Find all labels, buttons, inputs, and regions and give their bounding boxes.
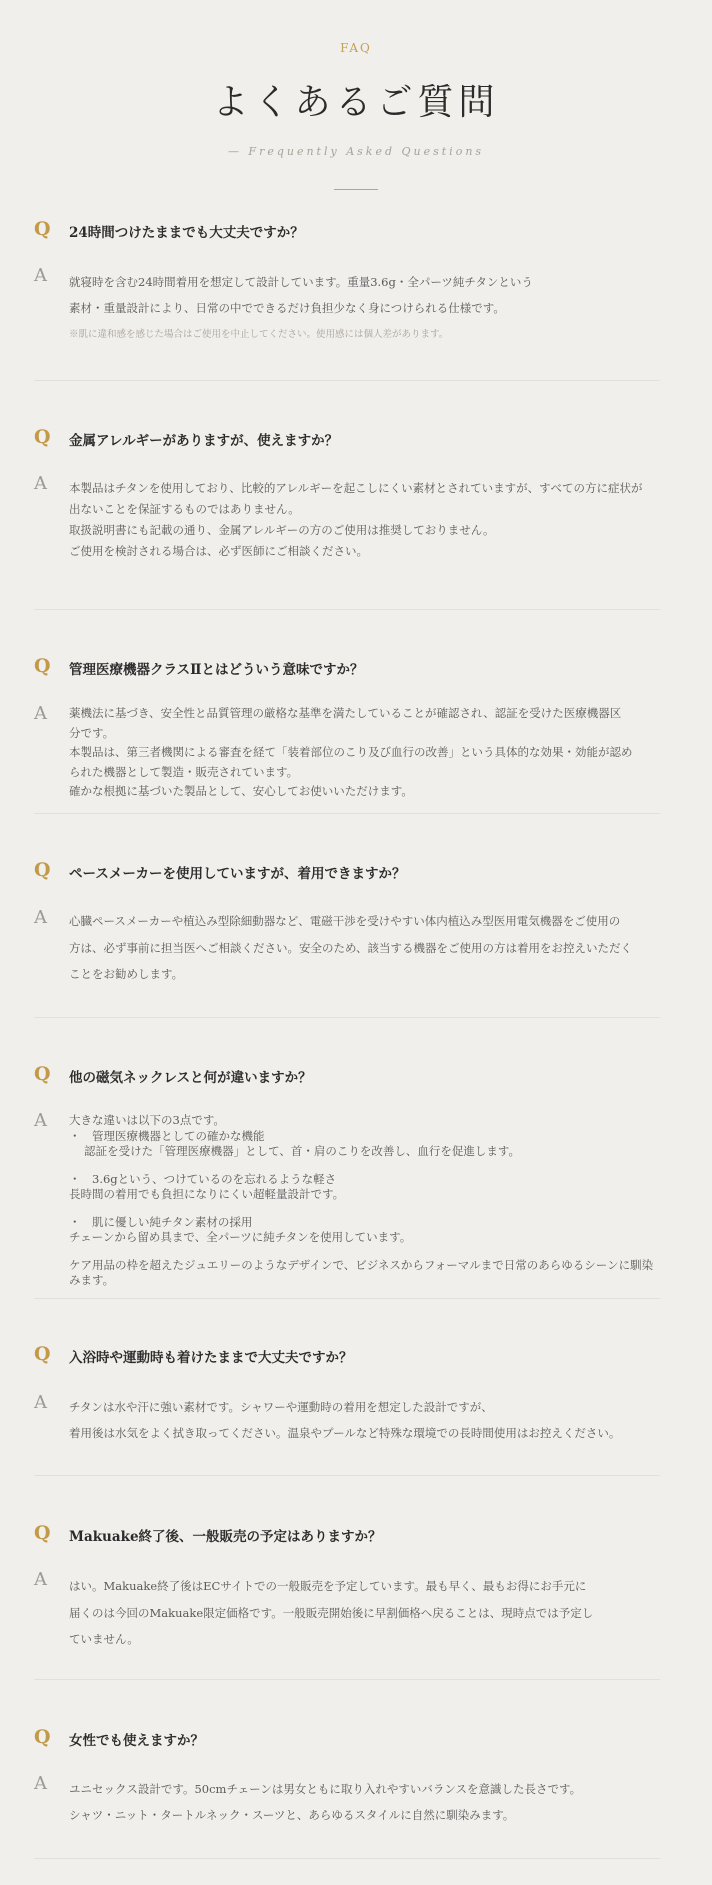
answer-line: ことをお勧めします。 bbox=[69, 967, 184, 981]
answer-point-body: 長時間の着用でも負担になりにくい超軽量設計です。 bbox=[69, 1187, 345, 1201]
faq-question: 管理医療機器クラスⅡとはどういう意味ですか？ bbox=[69, 662, 364, 678]
faq-answer bbox=[69, 1573, 659, 1653]
faq-question: Makuake終了後、一般販売の予定はありますか？ bbox=[69, 1529, 382, 1545]
faq-answer bbox=[69, 1113, 659, 1289]
faq-divider bbox=[34, 813, 660, 814]
answer-line: 届くのは今回のMakuake限定価格です。一般販売開始後に早割価格へ戻ることは、現時点では予定し bbox=[69, 1605, 594, 1620]
title-underline bbox=[334, 189, 378, 190]
answer-line: 方は、必ず事前に担当医へご相談ください。安全のため、該当する機器をご使用の方は着用をお控えいただく bbox=[69, 940, 633, 955]
page-title: よくあるご質問 bbox=[212, 82, 500, 123]
faq-answer bbox=[69, 478, 659, 562]
answer-line: 薬機法に基づき、安全性と品質管理の厳格な基準を満たしていることが確認され、認証を受けた医療機器区 bbox=[69, 706, 622, 720]
answer-line: 本製品は、第三者機関による審査を経て「装着部位のこり及び血行の改善」という具体的な効果・効能が認め bbox=[69, 745, 633, 759]
faq-answer bbox=[69, 1776, 659, 1828]
answer-line: チタンは水や汗に強い素材です。シャワーや運動時の着用を想定した設計ですが、 bbox=[69, 1400, 493, 1414]
answer-line: ユニセックス設計です。50cmチェーンは男女ともに取り入れやすいバランスを意識した長さです。 bbox=[69, 1782, 582, 1796]
answer-outro: みます。 bbox=[69, 1273, 115, 1287]
answer-line: 素材・重量設計により、日常の中でできるだけ負担少なく身につけられる仕様です。 bbox=[69, 301, 505, 315]
faq-question: 入浴時や運動時も着けたままで大丈夫ですか？ bbox=[69, 1350, 353, 1366]
answer-point-body: チェーンから留め具まで、全パーツに純チタンを使用しています。 bbox=[69, 1230, 412, 1244]
answer-line: 出ないことを保証するものではありません。 bbox=[69, 502, 300, 516]
answer-mark: A bbox=[34, 1392, 47, 1413]
answer-point-title: ・ 3.6gという、つけているのを忘れるような軽さ bbox=[69, 1171, 337, 1186]
faq-question: 金属アレルギーがありますが、使えますか？ bbox=[69, 433, 339, 449]
answer-mark: A bbox=[34, 703, 47, 724]
answer-intro: 大きな違いは以下の3点です。 bbox=[69, 1113, 225, 1127]
faq-divider bbox=[34, 1858, 660, 1859]
answer-line: はい。Makuake終了後はECサイトでの一般販売を予定しています。最も早く、最もお得にお手元に bbox=[69, 1579, 587, 1593]
answer-line: シャツ・ニット・タートルネック・スーツと、あらゆるスタイルに自然に馴染みます。 bbox=[69, 1808, 515, 1822]
answer-mark: A bbox=[34, 907, 47, 928]
question-mark: Q bbox=[34, 426, 51, 448]
answer-note: ※肌に違和感を感じた場合はご使用を中止してください。使用感には個人差があります。 bbox=[69, 329, 449, 340]
question-mark: Q bbox=[34, 1726, 51, 1748]
answer-point-title: ・ 管理医療機器としての確かな機能 bbox=[69, 1128, 265, 1143]
faq-question: ペースメーカーを使用していますが、着用できますか？ bbox=[69, 866, 406, 882]
faq-divider bbox=[34, 1017, 660, 1018]
faq-divider bbox=[34, 1679, 660, 1680]
faq-divider bbox=[34, 1475, 660, 1476]
answer-line: られた機器として製造・販売されています。 bbox=[69, 764, 299, 779]
answer-outro: ケア用品の枠を超えたジュエリーのようなデザインで、ビジネスからフォーマルまで日常のあらゆるシーンに馴染 bbox=[69, 1257, 654, 1272]
section-eyebrow: FAQ bbox=[340, 41, 372, 55]
answer-point-title: ・ 肌に優しい純チタン素材の採用 bbox=[69, 1214, 253, 1229]
question-mark: Q bbox=[34, 1343, 51, 1365]
faq-divider bbox=[34, 1298, 660, 1299]
answer-line: 分です。 bbox=[69, 725, 115, 740]
question-mark: Q bbox=[34, 655, 51, 677]
question-mark: Q bbox=[34, 218, 51, 240]
answer-line: 確かな根拠に基づいた製品として、安心してお使いいただけます。 bbox=[69, 784, 413, 798]
question-mark: Q bbox=[34, 1063, 51, 1085]
answer-line: 取扱説明書にも記載の通り、金属アレルギーの方のご使用は推奨しておりません。 bbox=[69, 523, 495, 537]
faq-answer bbox=[69, 1394, 659, 1446]
answer-line: 着用後は水気をよく拭き取ってください。温泉やプールなど特殊な環境での長時間使用はお控えください。 bbox=[69, 1426, 621, 1440]
answer-point-body: 認証を受けた「管理医療機器」として、首・肩のこりを改善し、血行を促進します。 bbox=[69, 1144, 521, 1158]
faq-divider bbox=[34, 380, 660, 381]
question-mark: Q bbox=[34, 1522, 51, 1544]
faq-question: 女性でも使えますか？ bbox=[69, 1733, 204, 1749]
answer-mark: A bbox=[34, 473, 47, 494]
section-subtitle: — Frequently Asked Questions bbox=[227, 145, 485, 158]
faq-answer bbox=[69, 908, 659, 988]
answer-line: ていません。 bbox=[69, 1632, 139, 1646]
faq-question: 他の磁気ネックレスと何が違いますか？ bbox=[69, 1070, 312, 1086]
answer-mark: A bbox=[34, 265, 47, 286]
faq-divider bbox=[34, 609, 660, 610]
answer-mark: A bbox=[34, 1773, 47, 1794]
faq-answer bbox=[69, 704, 659, 802]
answer-mark: A bbox=[34, 1569, 47, 1590]
answer-line: 就寝時を含む24時間着用を想定して設計しています。重量3.6g・全パーツ純チタンという bbox=[69, 275, 533, 289]
question-mark: Q bbox=[34, 859, 51, 881]
answer-line: 心臓ペースメーカーや植込み型除細動器など、電磁干渉を受けやすい体内植込み型医用電気機器をご使用の bbox=[69, 914, 621, 928]
answer-line: ご使用を検討される場合は、必ず医師にご相談ください。 bbox=[69, 544, 368, 558]
faq-answer bbox=[69, 269, 659, 343]
answer-line: 本製品はチタンを使用しており、比較的アレルギーを起こしにくい素材とされていますが、すべての方に症状が bbox=[69, 481, 643, 495]
faq-question: 24時間つけたままでも大丈夫ですか？ bbox=[69, 225, 304, 241]
answer-mark: A bbox=[34, 1110, 47, 1131]
